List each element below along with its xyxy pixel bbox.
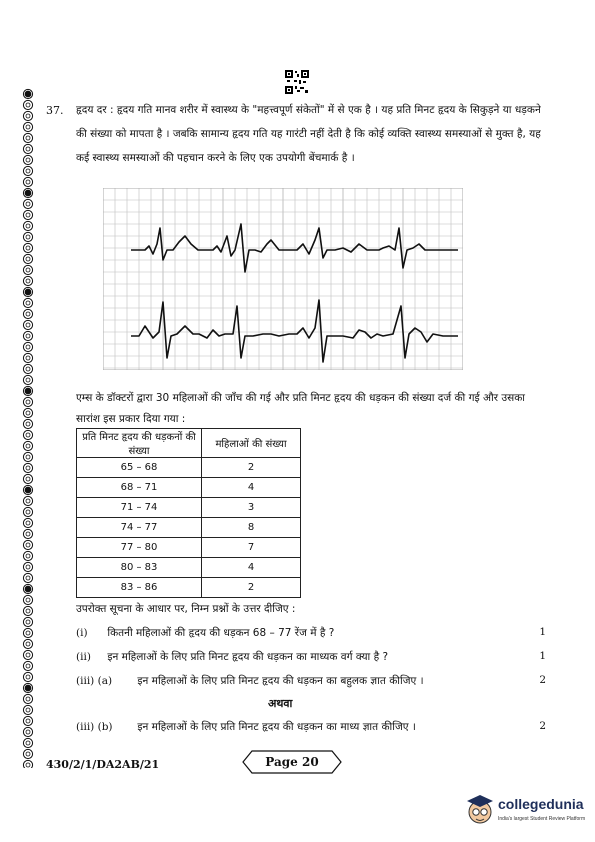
qr-code-icon [285,70,309,94]
sub-question-iii-a [76,674,546,688]
table-cell: 7 [202,538,301,558]
table-row [77,558,301,578]
table-cell: 83 – 86 [77,578,202,598]
sub-question-label: (iii) (a) [76,675,113,687]
sub-question-i [76,626,546,640]
question-number: 37. [46,104,64,117]
table-row [77,458,301,478]
table-cell: 74 – 77 [77,518,202,538]
table-cell: 65 – 68 [77,458,202,478]
table-cell: 3 [202,498,301,518]
table-cell: 4 [202,478,301,498]
ecg-trace-bottom [131,300,458,362]
table-cell: 80 – 83 [77,558,202,578]
sub-question-ii [76,650,546,664]
or-divider: अथवा [268,697,293,710]
paper-code: 430/2/1/DA2AB/21 [46,758,160,771]
table-cell: 77 – 80 [77,538,202,558]
sub-question-marks: 2 [539,720,546,732]
brand-tagline: India's largest Student Review Platform [498,816,586,822]
frequency-table [76,428,301,598]
sub-question-text: कितनी महिलाओं की हृदय की धड़कन 68 – 77 रेंज में है ? [107,627,335,639]
table-cell: 68 – 71 [77,478,202,498]
table-cell: 2 [202,578,301,598]
question-paragraph: हृदय दर : हृदय गति मानव शरीर में स्वास्थ्य के "महत्त्वपूर्ण संकेतों" में से एक है । यह प्रति मिनट हृदय के सिकुड़ने या धड़कने की संख्या को मापता है । जबकि सामान्य हृदय गति यह गारंटी नहीं देती है कि कोई व्यक्ति स्वास्थ्य समस्याओं से मुक्त है, यह कई स्वास्थ्य समस्याओं की पहचान करने के लिए एक उपयोगी बेंचमार्क है । [76,104,541,164]
table-cell: 4 [202,558,301,578]
table-header-row [77,429,301,458]
table-cell: 71 – 74 [77,498,202,518]
page-number: Page 20 [265,755,319,769]
table-row [77,498,301,518]
table-row [77,538,301,558]
sub-question-label: (ii) [76,651,91,663]
table-cell: 2 [202,458,301,478]
sub-question-marks: 1 [539,650,546,662]
table-cell: 8 [202,518,301,538]
sub-question-label: (i) [76,627,88,639]
table-header-cell: प्रति मिनट हृदय की धड़कनों की संख्या [77,429,202,458]
sub-question-iii-b [76,720,546,734]
table-row [77,578,301,598]
sub-question-marks: 1 [539,626,546,638]
table-row [77,478,301,498]
ecg-figure [103,188,463,370]
sub-question-label: (iii) (b) [76,721,113,733]
sub-question-text: इन महिलाओं के लिए प्रति मिनट हृदय की धड़कन का माध्य ज्ञात कीजिए । [137,721,416,733]
table-header-cell: महिलाओं की संख्या [202,429,301,458]
brand-watermark [464,792,584,832]
question-intro: एम्स के डॉक्टरों द्वारा 30 महिलाओं की जाँच की गई और प्रति मिनट हृदय की धड़कन की संख्या दर्ज की गई और उसका सारांश इस प्रकार दिया गया : [76,392,526,425]
sub-question-marks: 2 [539,674,546,686]
sub-question-text: इन महिलाओं के लिए प्रति मिनट हृदय की धड़कन का माध्यक वर्ग क्या है ? [107,651,389,663]
brand-name: collegedunia [498,796,584,812]
sub-question-text: इन महिलाओं के लिए प्रति मिनट हृदय की धड़कन का बहुलक ज्ञात कीजिए । [137,675,424,687]
question-instruction: उपरोक्त सूचना के आधार पर, निम्न प्रश्नों के उत्तर दीजिए : [76,603,296,615]
table-row [77,518,301,538]
margin-border-icon [22,88,34,768]
page-number-box [242,750,342,774]
student-mascot-icon [464,792,496,830]
